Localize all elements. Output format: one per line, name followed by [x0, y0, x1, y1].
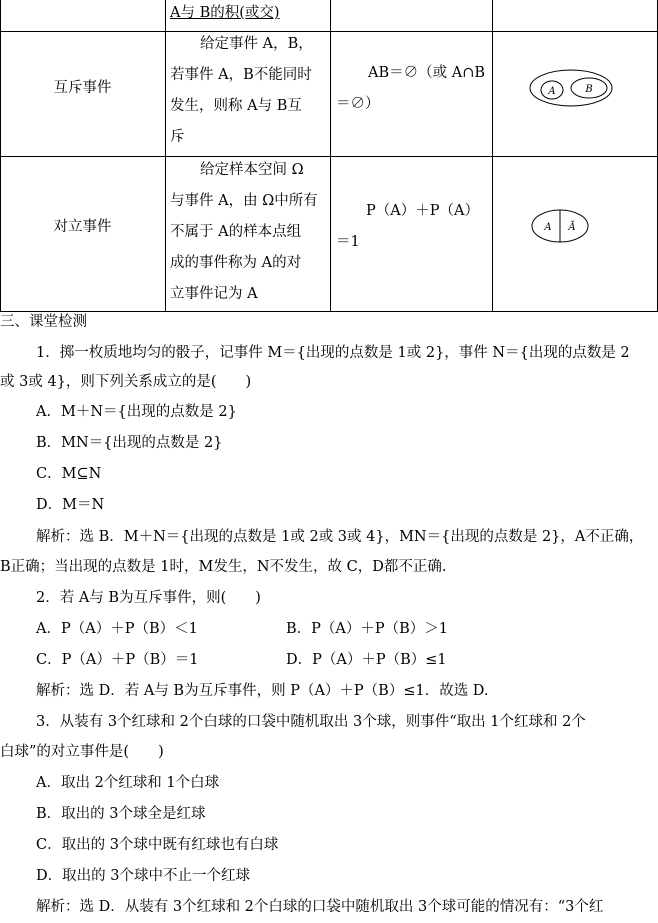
mutex-formula-line-2: ＝∅） — [336, 96, 380, 112]
q2-stem: 2．若 A与 B为互斥事件，则( ) — [36, 590, 261, 606]
complement-venn-diagram — [530, 208, 590, 244]
mutex-def-line-2: 若事件 A，B不能同时 — [170, 67, 312, 83]
complement-def-line-1: 给定样本空间 Ω — [200, 162, 304, 178]
mutex-formula-line-1: AB＝∅（或 A∩B — [368, 65, 486, 81]
mutex-venn-diagram — [528, 68, 614, 108]
event-a-complement-label: Ā — [568, 222, 576, 233]
q1-option-d: D．M＝N — [36, 497, 105, 513]
mutex-event-name: 互斥事件 — [53, 80, 112, 96]
q2-option-c: C．P（A）＋P（B）＝1 — [36, 652, 199, 668]
q1-answer-line-2: B正确；当出现的点数是 1时，M发生，N不发生，故 C，D都不正确. — [0, 559, 447, 575]
mutex-def-line-3: 发生，则称 A与 B互 — [170, 98, 302, 114]
q2-option-d: D．P（A）＋P（B）≤1 — [286, 652, 447, 668]
mutex-def-line-1: 给定事件 A，B， — [200, 36, 313, 52]
q1-stem-line-1: 1．掷一枚质地均匀的骰子，记事件 M＝{出现的点数是 1或 2}，事件 N＝{出现的点数是 2 — [36, 345, 630, 361]
event-b-label: B — [585, 84, 593, 95]
mutex-def-cell — [170, 29, 330, 153]
product-def-text: A与 B的积(或交) — [170, 5, 280, 21]
q3-stem-line-2: 白球”的对立事件是( ) — [0, 744, 164, 760]
mutex-formula-cell — [336, 58, 491, 120]
complement-def-line-3: 不属于 A的样本点组 — [170, 224, 302, 240]
complement-def-cell — [170, 155, 330, 310]
q2-answer: 解析：选 D．若 A与 B为互斥事件，则 P（A）＋P（B）≤1．故选 D. — [36, 683, 489, 699]
q3-option-c: C．取出的 3个球中既有红球也有白球 — [36, 837, 279, 853]
section-title: 三、课堂检测 — [0, 314, 87, 330]
q2-option-b: B．P（A）＋P（B）＞1 — [286, 621, 449, 637]
q1-option-b: B．MN＝{出现的点数是 2} — [36, 435, 223, 451]
complement-def-line-5: 立事件记为 A — [170, 286, 258, 302]
q3-stem-line-1: 3．从装有 3个红球和 2个白球的口袋中随机取出 3个球，则事件“取出 1个红球和 2个 — [36, 714, 586, 730]
q3-option-d: D．取出的 3个球中不止一个红球 — [36, 868, 250, 884]
q1-option-c: C．M⊆N — [36, 466, 102, 482]
q1-option-a: A．M＋N＝{出现的点数是 2} — [36, 404, 237, 420]
q1-answer-line-1: 解析：选 B．M＋N＝{出现的点数是 1或 2或 3或 4}，MN＝{出现的点数是 2}，A不正确， — [36, 529, 644, 545]
q3-answer: 解析：选 D．从装有 3个红球和 2个白球的口袋中随机取出 3个球可能的情况有：“3个红 — [36, 899, 604, 915]
q3-option-a: A．取出 2个红球和 1个白球 — [36, 775, 220, 791]
complement-def-line-2: 与事件 A，由 Ω中所有 — [170, 193, 318, 209]
q1-stem-line-2: 或 3或 4}，则下列关系成立的是( ) — [0, 374, 252, 390]
complement-event-name: 对立事件 — [53, 219, 112, 235]
complement-formula-line-1: P（A）＋P（A） — [366, 203, 479, 219]
q2-option-a: A．P（A）＋P（B）＜1 — [36, 621, 198, 637]
event-relations-table — [0, 0, 658, 312]
event-a-label: A — [544, 222, 552, 233]
q3-option-b: B．取出的 3个球全是红球 — [36, 806, 206, 822]
complement-formula-cell — [336, 196, 491, 258]
product-def-cell — [170, 0, 330, 29]
mutex-def-line-4: 斥 — [170, 129, 185, 145]
complement-formula-line-2: ＝1 — [336, 234, 360, 250]
event-a-label: A — [548, 86, 556, 97]
complement-def-line-4: 成的事件称为 A的对 — [170, 255, 302, 271]
